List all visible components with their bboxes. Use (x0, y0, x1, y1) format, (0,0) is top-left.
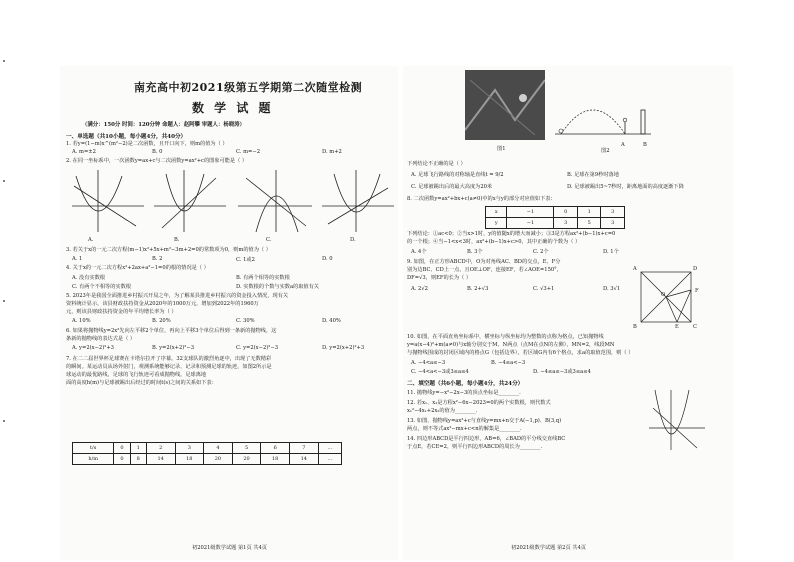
page-2-footer: 初2021级数学试题 第2页 共4页 (511, 545, 586, 551)
question-12-line-2: x₁²−4x₁+2x₂的值为________. (407, 408, 478, 414)
q2-option-d: D. (350, 237, 356, 243)
square-label-e: E (675, 324, 679, 330)
table-row (73, 443, 342, 454)
exam-info: （满分：150分 时间：120分钟 命题人：赵阿攀 审题人：杨晓涛） (82, 122, 245, 128)
table-cell: 3 (554, 218, 578, 229)
q8-option-a: A. 4个 (411, 249, 427, 255)
q9-line-1: 9. 如图，在正方形ABCD中，O为对角线AC、BD的交点，E、F分 (407, 259, 561, 265)
question-13-line-1: 13. 如图，抛物线y=ax²+c与直线y=mx+n交于A(−1,p)、B(3,q) (407, 418, 562, 424)
exam-subtitle: 数 学 试 题 (192, 101, 274, 115)
question-1: 1. 若y=(1−m)x^(m²−2)是二次函数，且开口向下，则m的值为（ ） (66, 141, 228, 147)
q10-line-1: 10. 如图，在平面直角坐标系中，横坐标与纵坐标均为整数的点称为格点，已知抛物线 (407, 334, 604, 340)
q8-option-b: B. 3个 (467, 249, 483, 255)
table-cell: 4 (204, 443, 233, 454)
square-label-a: A (633, 266, 637, 272)
q8-option-c: C. 2个 (533, 249, 549, 255)
binding-edge (0, 0, 8, 562)
table-cell: 6 (261, 443, 290, 454)
question-14-line-1: 14. 四边形ABCD是平行四边形，AB=6，∠BAD的平分线交直线BC (407, 436, 566, 442)
square-label-d: D (693, 266, 698, 272)
q13-parabola-diagram (647, 388, 707, 452)
q10-line-2: y=a(x−4)²+m(a≠0)与x轴分别交于M、N两点（点M在点N的左侧），MN=2，线段MN (407, 342, 615, 348)
q3-option-b: B. 2 (152, 256, 163, 262)
square-label-c: C (693, 324, 697, 330)
q7-option-d: D. 足球被踢出5~7秒时，距离地面的高度逐渐下降 (567, 184, 684, 190)
question-7-line-3: 球运动的最优路线，足球的飞行轨迹可看成抛物线。足球离地 (66, 372, 207, 378)
table-cell: 3 (601, 218, 625, 229)
q9-line-3: DF=√3，则EF的长为（ ） (407, 275, 472, 281)
question-7-line-1: 7. 在二二届世界杯足球赛在卡塔尔拉开了序幕。32支球队的激烈角逐中，出现了无数精彩 (66, 356, 272, 362)
q8-option-d: D. 1个 (603, 249, 619, 255)
q2-option-c: C. (266, 237, 272, 243)
question-12-line-1: 12. 若x₁、x₂是方程x²−6x−2023=0的两个实数根，则代数式 (407, 400, 551, 406)
q6-option-c: C. y=2(x−2)²−3 (236, 345, 279, 351)
table-row (486, 218, 625, 229)
question-5-line-2: 资料统计显示，该县财政扶持资金从2020年的1000万元，增加到2022年的1960万 (66, 301, 259, 307)
exam-page-1 (60, 66, 398, 560)
q1-option-c: C. m=−2 (236, 149, 260, 155)
table-cell: t/s (73, 443, 114, 454)
table-cell: … (318, 454, 341, 465)
q10-line-3: 与抛物线围成的封闭区域内的格点G（包括边界），若区域G内有6个格点，求a的取值范围，则（ ） (407, 350, 634, 356)
table-cell: 1 (577, 207, 601, 218)
table-cell: −1 (507, 218, 554, 229)
table-cell: 20 (204, 454, 233, 465)
question-8: 8. 二次函数y=ax²+bx+c(a≠0)中的x与y的部分对应值如下表： (407, 196, 556, 202)
figure-2-label: 图2 (601, 148, 610, 154)
table-cell: 3 (601, 207, 625, 218)
q7-prompt: 下列结论不正确的是（ ） (407, 161, 466, 167)
football-field-image (465, 70, 545, 140)
q5-option-c: C. 30% (236, 318, 255, 324)
question-7-line-4: 面的高度h(m)与足球被踢出后经过的时间t(s)之间的关系如下表： (66, 380, 217, 386)
exam-page-2 (403, 66, 733, 560)
figure-1-label: 图1 (497, 146, 506, 152)
figure-2-label-b: B (643, 142, 647, 148)
figure-2-trajectory (553, 96, 653, 141)
q4-option-b: B. 有两个相等的实数根 (236, 275, 290, 281)
table-cell: x (486, 207, 507, 218)
q6-option-a: A. y=2(x−2)²+3 (72, 345, 114, 351)
table-row (73, 454, 342, 465)
table-cell: 0 (114, 454, 130, 465)
q9-option-c: C. √3+1 (533, 286, 555, 292)
q8-line-1: 下列结论：①ac<0；②当x>1时，y的值随x的增大而减小；③3是方程ax²+(b−1)x+c=0 (407, 231, 616, 237)
question-11: 11. 抛物线y=−x²−2x−3的顶点坐标是________. (407, 390, 521, 396)
q7-data-table (72, 442, 342, 465)
q9-line-2: 别为边BC、CD上一点，且OE⊥OF，连接EF，若∠AOE=150°， (407, 267, 562, 273)
q4-option-c: C. 有两个不相等的实数根 (72, 284, 131, 290)
table-cell: 2 (146, 443, 175, 454)
q6-option-b: B. y=2(x+2)²−3 (152, 345, 195, 351)
q7-option-a: A. 足球飞行路线的对称轴是直线t = 9/2 (411, 172, 504, 178)
exam-title: 南充高中初2021级第五学期第二次随堂检测 (134, 81, 363, 94)
q10-option-c: C. −4<a<−3或3≤a≤4 (411, 369, 469, 375)
question-14-line-2: 于点E，若CE=2，则平行四边形ABCD的周长为________. (407, 444, 543, 450)
question-2: 2. 在同一坐标系中，一次函数y=ax+c与二次函数y=ax²+c的图象可能是（ ） (66, 158, 248, 164)
q3-option-d: D. 0 (322, 256, 333, 262)
square-label-b: B (633, 324, 637, 330)
question-5-line-1: 5. 2023年是我国全面推进乡村振兴开局之年，为了解某县推进乡村振兴的资金投入情况，现有关 (66, 293, 289, 299)
q5-option-a: A. 10% (72, 318, 91, 324)
q1-option-b: B. 0 (152, 149, 163, 155)
q8-data-table (485, 206, 625, 229)
q10-option-a: A. −4<a≤−3 (411, 360, 446, 366)
section-2-heading: 二、填空题（共6小题，每小题4分，共24分） (407, 381, 524, 387)
table-cell: 8 (130, 454, 146, 465)
q2-graphs (66, 166, 396, 236)
q3-option-c: C. 1或2 (236, 257, 255, 263)
question-13-line-2: 两点，则不等式ax²−mx+c<n的解集是________. (407, 426, 522, 432)
q3-option-a: A. 1 (72, 256, 83, 262)
table-cell: 18 (261, 454, 290, 465)
q9-square-diagram (635, 266, 699, 330)
table-cell: y (486, 218, 507, 229)
table-cell: −1 (507, 207, 554, 218)
table-cell: 7 (290, 443, 319, 454)
table-cell: … (318, 443, 341, 454)
q10-option-b: B. −4≤a<−3 (491, 360, 526, 366)
table-cell: 5 (577, 218, 601, 229)
figure-1-photo (465, 70, 545, 140)
q7-option-c: C. 足球被踢出后的最大高度为20米 (411, 184, 493, 190)
question-3: 3. 若关于x的一元二次方程(m−1)x²+5x+m²−3m+2=0的常数项为0，则m的值为（ ） (66, 247, 271, 253)
table-cell: 20 (232, 454, 261, 465)
table-cell: 0 (554, 207, 578, 218)
table-row (486, 207, 625, 218)
section-1-heading: 一、单选题（共10小题，每小题4分，共40分） (66, 134, 187, 140)
question-6-line-2: 条新的抛物线的表达式是（ ） (66, 336, 136, 342)
q5-option-d: D. 40% (322, 318, 341, 324)
q1-option-a: A. m=±2 (72, 149, 96, 155)
q5-option-b: B. 20% (152, 318, 171, 324)
question-6-line-1: 6. 如果将抛物线y=2x²先向左平移2个单位，再向上平移3个单位后得到一条新的抛物线，这 (66, 328, 277, 334)
question-4: 4. 关于x的一元二次方程x²+2ax+a²−1=0的根的情况是（ ） (66, 265, 209, 271)
q9-option-b: B. 2+√3 (467, 286, 489, 292)
q1-option-d: D. m+2 (322, 149, 342, 155)
square-label-f: F (695, 288, 699, 294)
q2-option-b: B. (174, 237, 180, 243)
q2-option-a: A. (88, 237, 94, 243)
table-cell: 14 (146, 454, 175, 465)
q10-option-d: D. −4≤a≤−3或3≤a≤4 (533, 369, 591, 375)
table-cell: 14 (290, 454, 319, 465)
table-cell: 5 (232, 443, 261, 454)
square-label-o: O (661, 292, 666, 298)
table-cell: 1 (130, 443, 146, 454)
question-7-line-2: 的瞬间。某运动员从场外射门，观测系统能够记录、记录和预测足球的轨迹，如图2所示是 (66, 364, 272, 370)
q4-option-a: A. 没有实数根 (72, 275, 105, 281)
table-cell: h/m (73, 454, 114, 465)
table-cell: 18 (175, 454, 204, 465)
question-5-line-3: 元，则该县财政扶持资金的年平均增长率为（ ） (66, 309, 177, 315)
q8-line-2: 的一个根；④当−1<x<3时，ax²+(b−1)x+c>0，其中正确的个数为（ ） (407, 239, 581, 245)
q9-option-d: D. 3√1 (603, 286, 621, 292)
figure-2-label-a: A (621, 142, 625, 148)
table-cell: 0 (114, 443, 130, 454)
q9-option-a: A. 2√2 (411, 286, 428, 292)
page-1-footer: 初2021级数学试题 第1页 共4页 (192, 545, 267, 551)
table-cell: 3 (175, 443, 204, 454)
q6-option-d: D. y=2(x+2)²+3 (322, 345, 365, 351)
q4-option-d: D. 实数根的个数与实数a的取值有关 (236, 284, 319, 290)
q7-option-b: B. 足球在第9秒时落地 (567, 172, 619, 178)
